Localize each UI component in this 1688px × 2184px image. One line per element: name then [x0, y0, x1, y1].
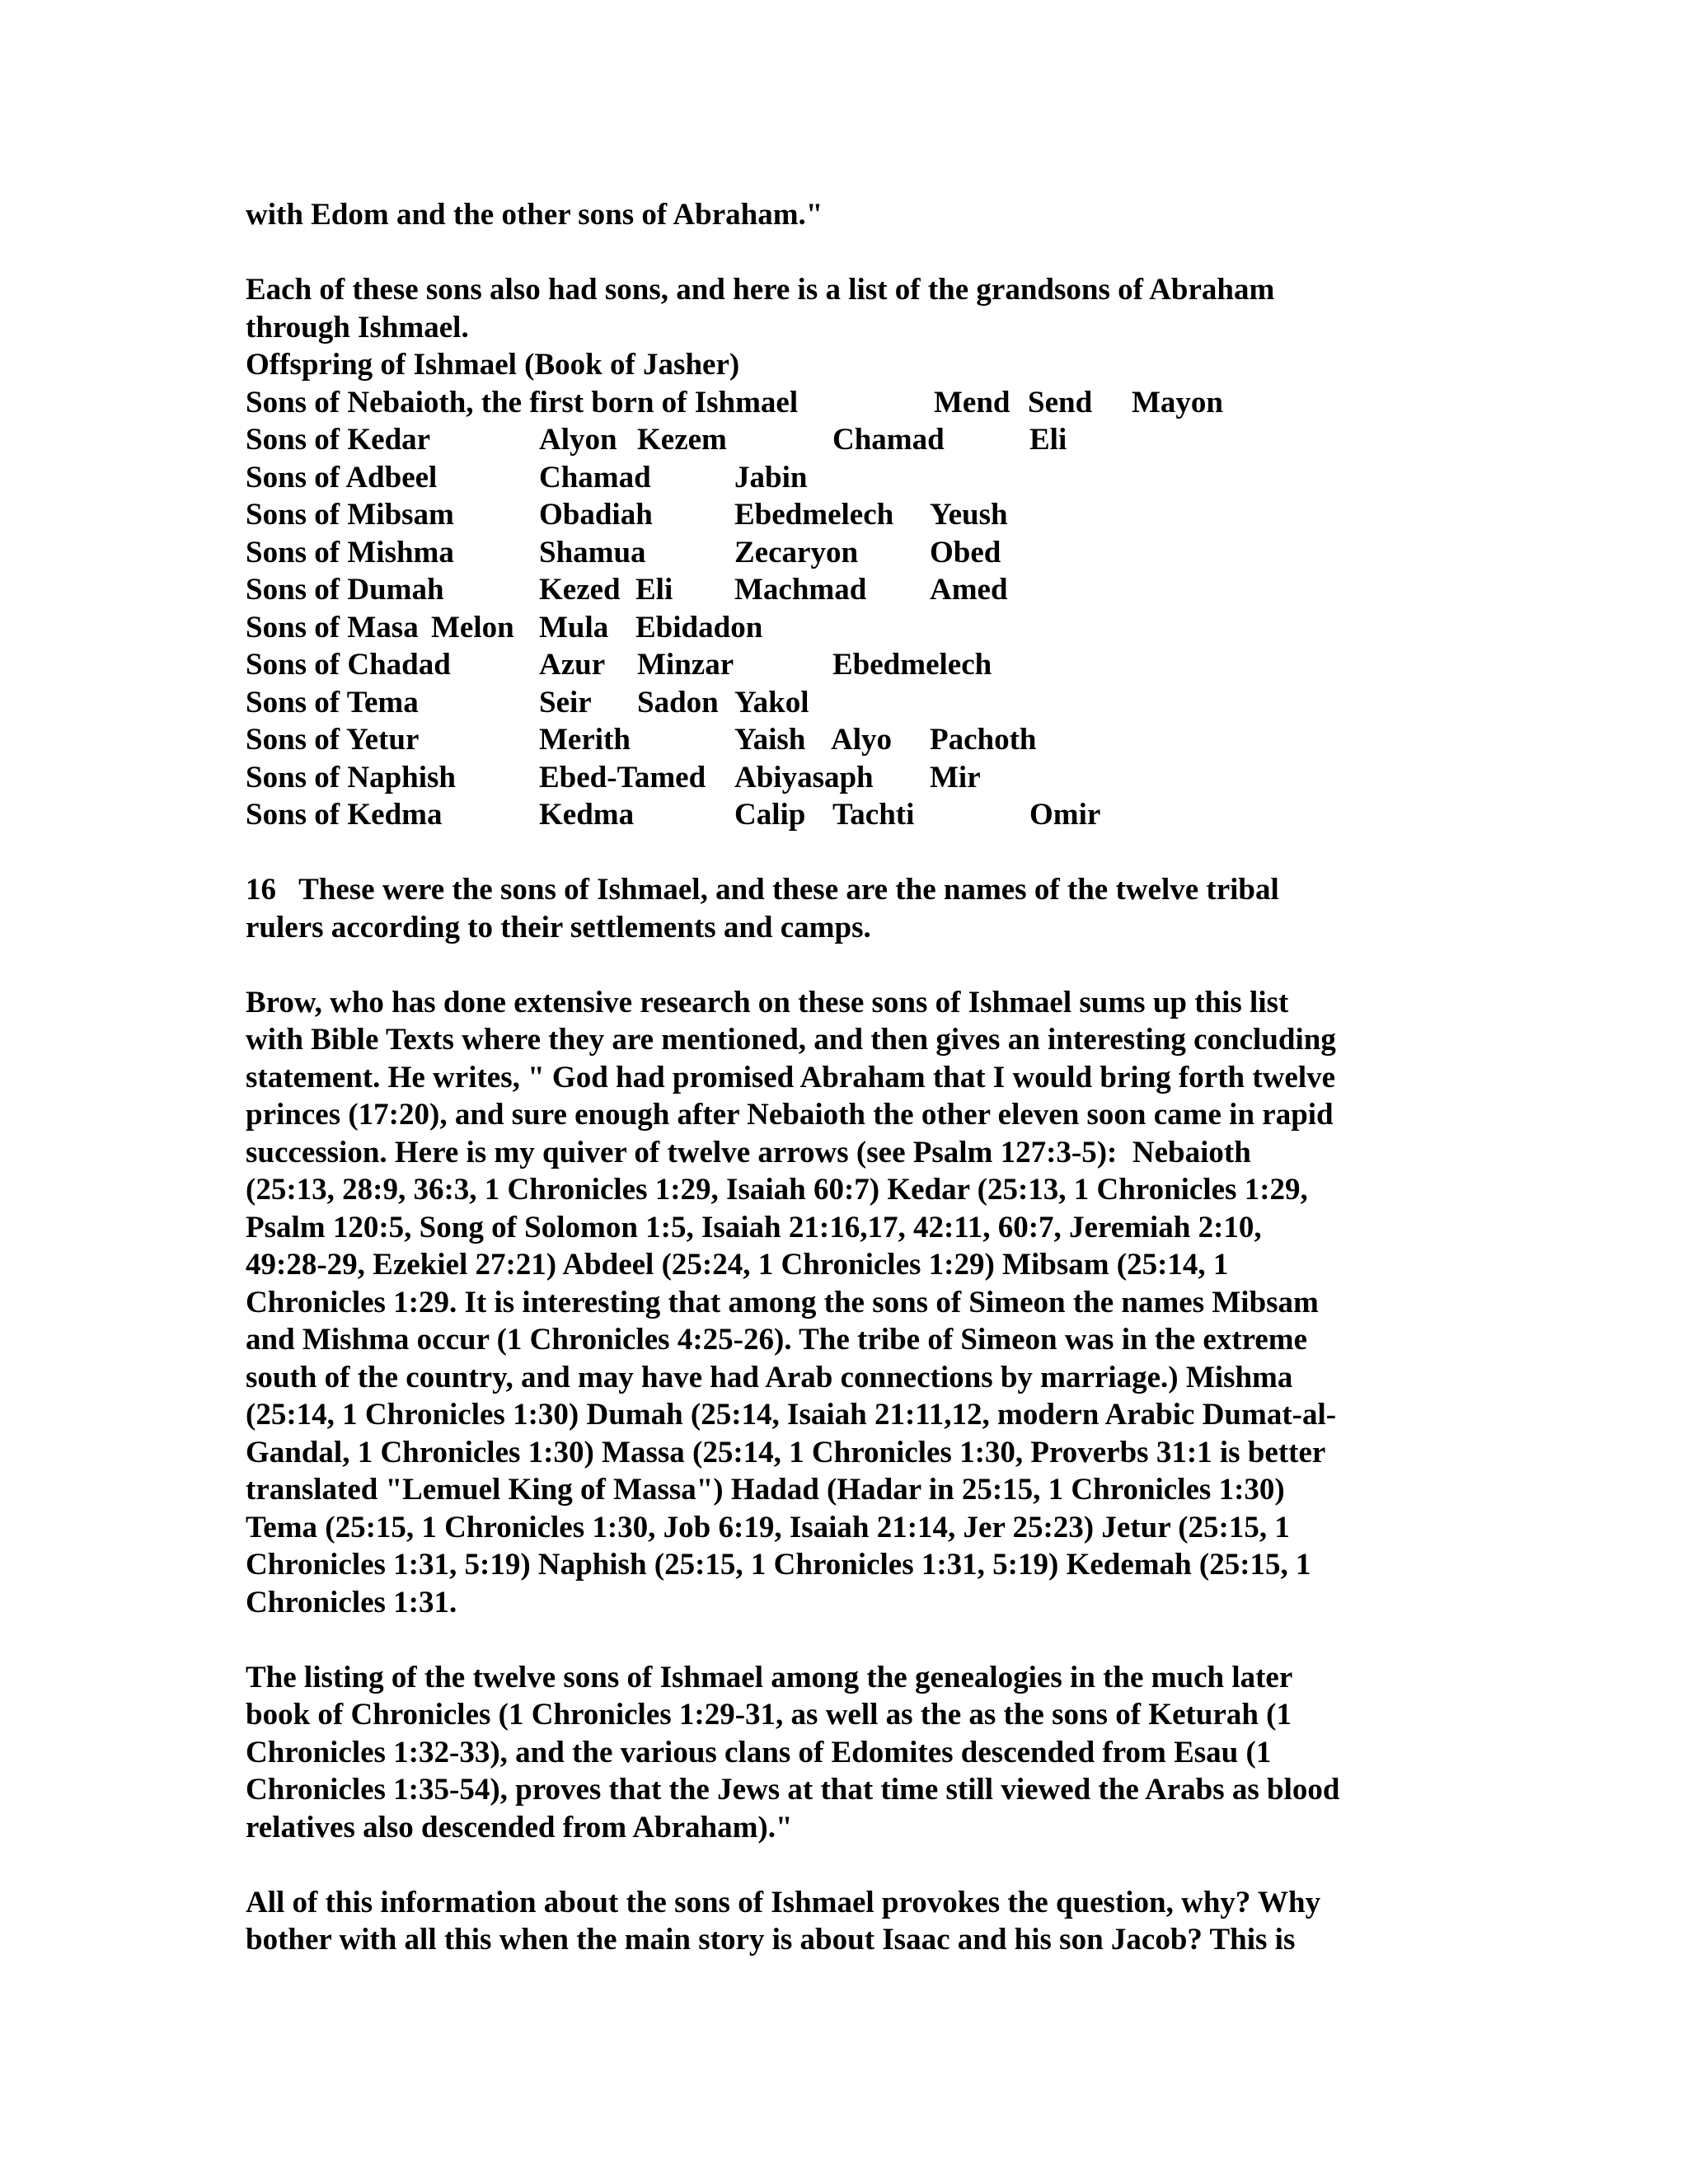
table-cell: Sons of Naphish [246, 760, 457, 794]
table-row [246, 684, 1457, 722]
table-cell: Merith [539, 723, 631, 757]
table-cell: Amed [930, 573, 1008, 607]
table-cell: Sons of Mishma [246, 535, 454, 569]
brow-quote-paragraph: Brow, who has done extensive research on these sons of Ishmael sums up this list with Bible Texts where they are mentioned, and then gives an interesting concluding statement. He writes, " God had promised Abraham that I would bring forth twelve princes (17:20), and sure enough after Nebaioth the other eleven soon came in rapid succession. Here is my quiver of twelve arrows (see Psalm 127:3-5): Nebaioth (25:13, 28:9, 36:3, 1 Chronicles 1:29, Isaiah 60:7) Kedar (25:13, 1 Chronicles 1:29, Psalm 120:5, Song of Solomon 1:5, Isaiah 21:16,17, 42:11, 60:7, Jeremiah 2:10, 49:28-29, Ezekiel 27:21) Abdeel (25:24, 1 Chronicles 1:29) Mibsam (25:14, 1 Chronicles 1:29. It is interesting that among the sons of Simeon the names Mibsam and Mishma occur (1 Chronicles 4:25-26). The tribe of Simeon was in the extreme south of the country, and may have had Arab connections by marriage.) Mishma (25:14, 1 Chronicles 1:30) Dumah (25:14, Isaiah 21:11,12, modern Arabic Dumat-al- Gandal, 1 Chronicles 1:30) Massa (25:14, 1 Chronicles 1:30, Proverbs 31:1 is better translated "Lemuel King of Massa") Hadad (Hadar in 25:15, 1 Chronicles 1:30) Tema (25:15, 1 Chronicles 1:30, Job 6:19, Isaiah 21:14, Jer 25:23) Jetur (25:15, 1 Chronicles 1:31, 5:19) Naphish (25:15, 1 Chronicles 1:31, 5:19) Kedemah (25:15, 1 Chronicles 1:31. [246, 985, 1337, 1619]
table-cell: Jabin [734, 460, 808, 494]
table-cell: Eli [1029, 423, 1067, 457]
table-cell: Mayon [1132, 385, 1223, 419]
table-row [246, 796, 1457, 834]
closing-paragraph: All of this information about the sons of Ishmael provokes the question, why? Why bother with all this when the main story is about Isaac and his son Jacob? This is [246, 1885, 1321, 1957]
table-row [246, 721, 1457, 759]
table-cell: Sons of Kedma [246, 798, 443, 832]
table-cell: Zecaryon [734, 535, 859, 569]
table-row [246, 384, 1457, 422]
paragraph-gap [246, 234, 1457, 272]
table-cell: Minzar [637, 648, 734, 682]
table-cell: Send [1028, 385, 1093, 419]
table-cell: Sons of Chadad [246, 648, 451, 682]
table-cell: Seir [539, 685, 592, 719]
table-cell: Abiyasaph [734, 760, 874, 794]
table-cell: Pachoth [930, 723, 1037, 757]
table-cell: Yaish [734, 723, 806, 757]
table-cell: Chamad [539, 460, 651, 494]
table-row [246, 759, 1457, 797]
paragraph-gap [246, 1846, 1457, 1884]
table-cell: Chamad [832, 423, 945, 457]
paragraph-gap [246, 834, 1457, 872]
table-cell: Mend [934, 385, 1010, 419]
table-row [246, 609, 1457, 647]
verse-16-paragraph: 16 These were the sons of Ishmael, and these are the names of the twelve tribal rulers according to their settlements and camps. [246, 873, 1279, 944]
table-row [246, 646, 1457, 684]
table-row [246, 459, 1457, 497]
table-cell: Sadon [637, 685, 719, 719]
table-row [246, 534, 1457, 572]
table-cell: Ebedmelech [832, 648, 992, 682]
table-cell: Machmad [734, 573, 867, 607]
table-cell: Tachti [832, 798, 915, 832]
table-cell: Shamua [539, 535, 646, 569]
chronicles-listing-paragraph: The listing of the twelve sons of Ishmael among the genealogies in the much later book of Chronicles (1 Chronicles 1:29-31, as well as the as the sons of Keturah (1 Chronicles 1:32-33), and the various clans of Edomites descended from Esau (1 Chronicles 1:35-54), proves that the Jews at that time still viewed the Arabs as blood relatives also descended from Abraham)." [246, 1660, 1340, 1844]
table-cell: Obed [930, 535, 1001, 569]
table-cell: Sons of Adbeel [246, 460, 438, 494]
table-cell: Obadiah [539, 498, 653, 532]
table-cell: Yeush [930, 498, 1008, 532]
table-cell: Sons of Yetur [246, 723, 420, 757]
document-page [246, 196, 1457, 1959]
table-cell: Azur [539, 648, 606, 682]
paragraph-gap [246, 1621, 1457, 1659]
paragraph-gap [246, 946, 1457, 984]
table-cell: Ebedmelech [734, 498, 894, 532]
table-cell: Alyo [831, 723, 892, 757]
table-cell: Eli [635, 573, 673, 607]
offspring-table-title: Offspring of Ishmael (Book of Jasher) [246, 348, 740, 382]
offspring-table [246, 384, 1457, 834]
table-cell: Sons of Dumah [246, 573, 444, 607]
table-cell: Sons of Kedar [246, 423, 431, 457]
table-cell: Ebidadon [635, 610, 763, 644]
table-cell: Omir [1029, 798, 1101, 832]
table-cell: Alyon [539, 423, 617, 457]
table-cell: Yakol [734, 685, 809, 719]
table-cell: Mir [930, 760, 981, 794]
table-cell: Kezed [539, 573, 621, 607]
table-cell: Kezem [637, 423, 727, 457]
table-cell: Sons of Mibsam [246, 498, 454, 532]
table-cell: Mula [539, 610, 609, 644]
table-row [246, 496, 1457, 534]
table-row [246, 571, 1457, 609]
opening-line: with Edom and the other sons of Abraham." [246, 198, 823, 232]
table-cell: Calip [734, 798, 806, 832]
table-cell: Sons of Nebaioth, the first born of Ishmael [246, 385, 799, 419]
table-cell: Melon [431, 610, 514, 644]
table-cell: Sons of Tema [246, 685, 419, 719]
grandsons-intro-paragraph: Each of these sons also had sons, and here is a list of the grandsons of Abraham through Ishmael. [246, 273, 1275, 344]
table-cell: Sons of Masa [246, 610, 419, 644]
table-cell: Kedma [539, 798, 635, 832]
table-row [246, 421, 1457, 459]
table-cell: Ebed-Tamed [539, 760, 706, 794]
